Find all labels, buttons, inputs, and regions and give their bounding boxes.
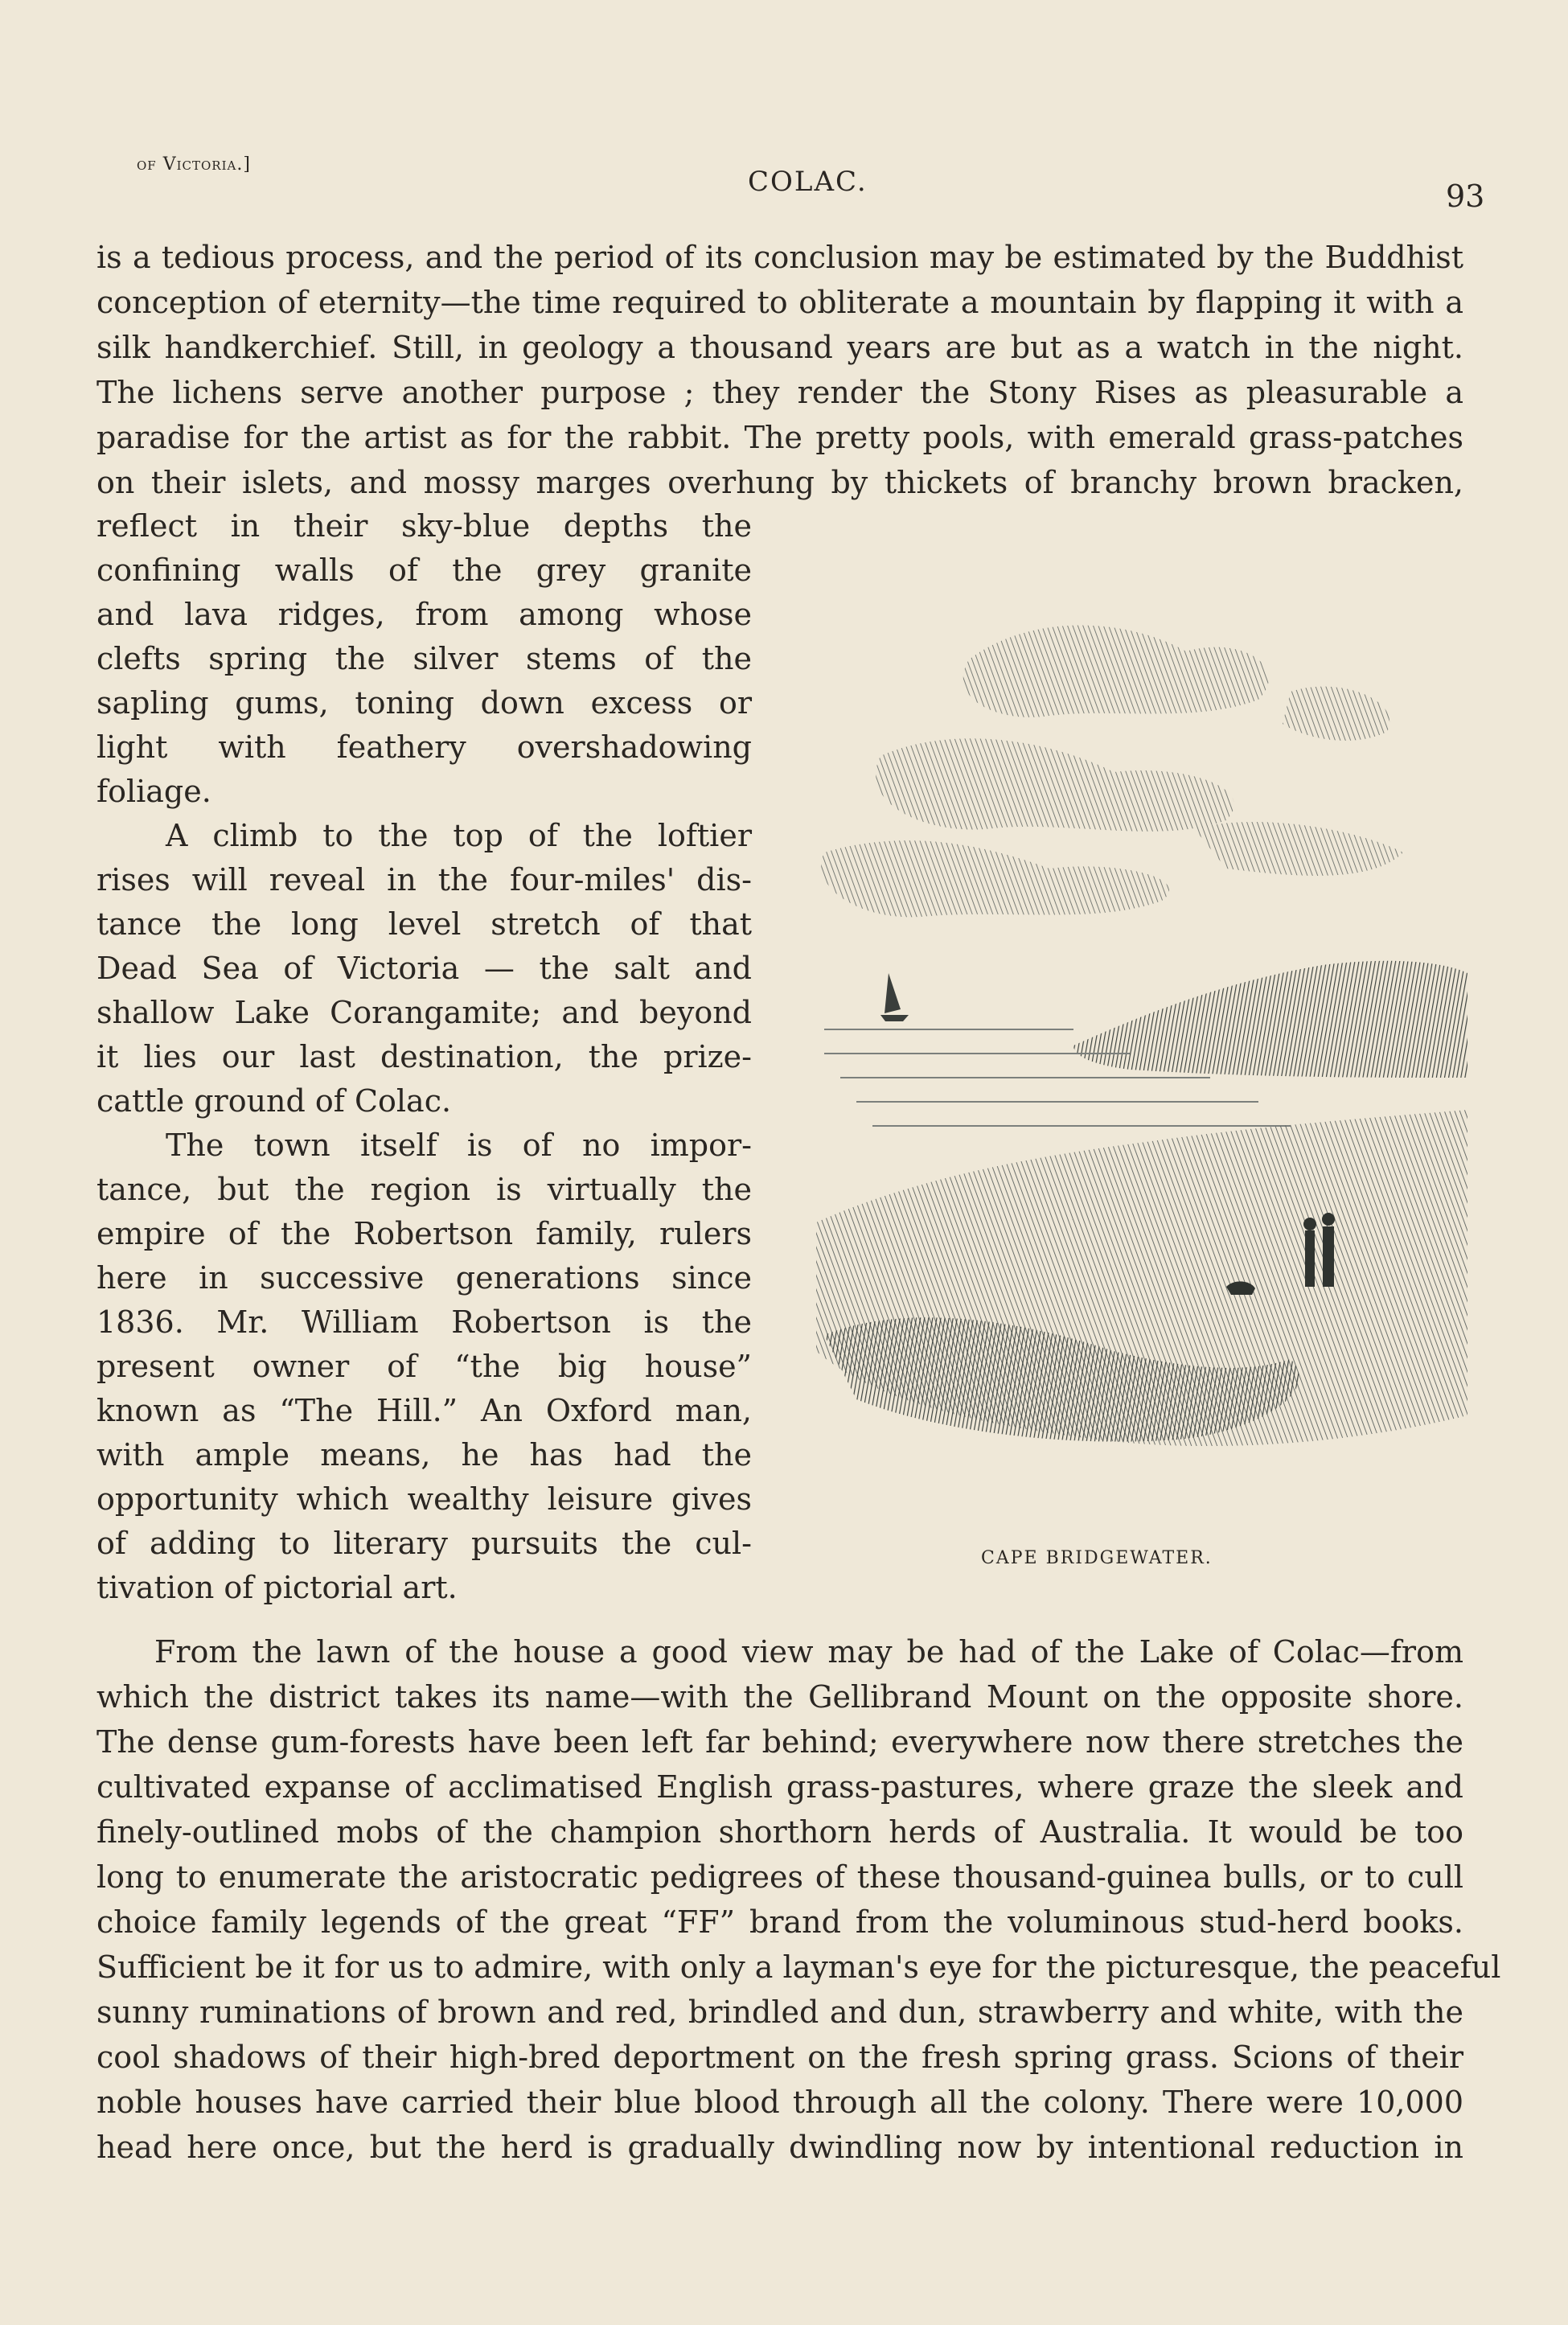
text-line: reflect in their sky-blue depths the <box>96 508 752 544</box>
text-line: clefts spring the silver stems of the <box>96 641 752 676</box>
running-head-left: of Victoria.] <box>137 154 251 175</box>
text-line: Dead Sea of Victoria — the salt and <box>96 951 752 986</box>
text-line: opportunity which wealthy leisure gives <box>96 1481 752 1517</box>
text-line: confining walls of the grey granite <box>96 552 752 588</box>
figure-caption: CAPE BRIDGEWATER. <box>981 1548 1213 1568</box>
text-line: choice family legends of the great “FF” brand from the voluminous stud-herd books. <box>96 1904 1463 1940</box>
text-line: noble houses have carried their blue blood through all the colony. There were 10,000 <box>96 2085 1463 2120</box>
text-line: is a tedious process, and the period of its conclusion may be estimated by the Buddhist <box>96 240 1463 275</box>
text-line: tance, but the region is virtually the <box>96 1172 752 1207</box>
text-line: cool shadows of their high-bred deportment on the fresh spring grass. Scions of their <box>96 2040 1463 2075</box>
text-line: silk handkerchief. Still, in geology a thousand years are but as a watch in the night. <box>96 330 1463 365</box>
text-line: which the district takes its name—with the Gellibrand Mount on the opposite shore. <box>96 1679 1463 1715</box>
text-line: cattle ground of Colac. <box>96 1083 452 1119</box>
text-line: finely-outlined mobs of the champion shorthorn herds of Australia. It would be too <box>96 1814 1463 1850</box>
text-line: of adding to literary pursuits the cul- <box>96 1526 752 1561</box>
text-line: present owner of “the big house” <box>96 1349 752 1384</box>
text-line: foliage. <box>96 774 211 809</box>
text-line: tance the long level stretch of that <box>96 906 752 942</box>
text-line: it lies our last destination, the prize- <box>96 1039 752 1074</box>
text-line: sapling gums, toning down excess or <box>96 685 752 721</box>
text-line: From the lawn of the house a good view may be had of the Lake of Colac—from <box>154 1634 1463 1670</box>
text-line: paradise for the artist as for the rabbit. The pretty pools, with emerald grass-patches <box>96 420 1463 455</box>
text-line: cultivated expanse of acclimatised English grass-pastures, where graze the sleek and <box>96 1769 1463 1805</box>
sailboat <box>880 973 909 1021</box>
text-line: The town itself is of no impor- <box>166 1128 752 1163</box>
text-line: 1836. Mr. William Robertson is the <box>96 1304 752 1340</box>
page-number: 93 <box>1446 179 1485 214</box>
clouds <box>821 626 1403 918</box>
text-line: known as “The Hill.” An Oxford man, <box>96 1393 752 1428</box>
headland <box>1073 961 1467 1078</box>
text-line: long to enumerate the aristocratic pedigrees of these thousand-guinea bulls, or to cull <box>96 1859 1463 1895</box>
text-line: tivation of pictorial art. <box>96 1570 458 1605</box>
text-line: with ample means, he has had the <box>96 1437 752 1473</box>
text-line: sunny ruminations of brown and red, brindled and dun, strawberry and white, with the <box>96 1994 1463 2030</box>
text-line: here in successive generations since <box>96 1260 752 1296</box>
text-line: conception of eternity—the time required to obliterate a mountain by flapping it with a <box>96 285 1463 320</box>
text-line: rises will reveal in the four-miles' dis- <box>96 862 752 898</box>
text-line: on their islets, and mossy marges overhung by thickets of branchy brown bracken, <box>96 465 1463 500</box>
text-line: empire of the Robertson family, rulers <box>96 1216 752 1251</box>
text-line: light with feathery overshadowing <box>96 729 752 765</box>
running-head-title: COLAC. <box>748 166 868 198</box>
text-line: head here once, but the herd is gradually dwindling now by intentional reduction in <box>96 2130 1463 2165</box>
text-line: shallow Lake Corangamite; and beyond <box>96 995 752 1030</box>
text-line: Sufficient be it for us to admire, with only a layman's eye for the picturesque, the peaceful <box>96 1949 1501 1985</box>
text-line: and lava ridges, from among whose <box>96 597 752 632</box>
text-line: The dense gum-forests have been left far behind; everywhere now there stretches the <box>96 1724 1463 1760</box>
text-line: The lichens serve another purpose ; they render the Stony Rises as pleasurable a <box>96 375 1463 410</box>
text-line: A climb to the top of the loftier <box>166 818 752 853</box>
cape-bridgewater-engraving <box>808 563 1484 1504</box>
